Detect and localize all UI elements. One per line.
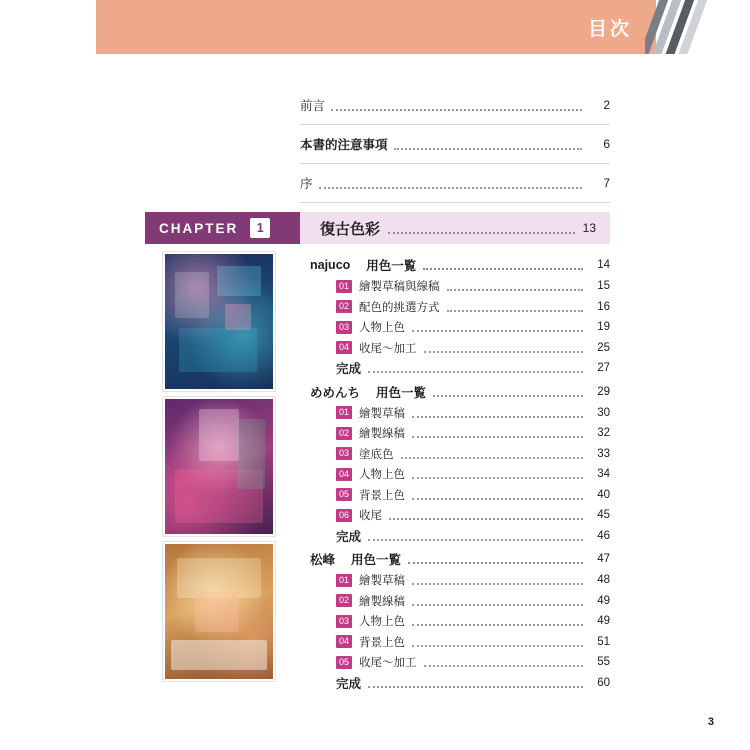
section-artist-name: めめんち: [310, 385, 361, 400]
toc-subitem-label: 收尾: [359, 510, 382, 523]
section-subtitle: 用色一覧: [376, 385, 427, 400]
toc-subitem-page: 32: [597, 427, 610, 440]
step-number-badge: 03: [336, 321, 352, 334]
step-number-badge: 01: [336, 574, 352, 587]
step-number-badge: 05: [336, 656, 352, 669]
step-number-badge: 02: [336, 300, 352, 313]
toc-subitem[interactable]: [310, 570, 610, 591]
toc-subitem-label: 塗底色: [359, 448, 394, 461]
leader-dots: [447, 302, 584, 312]
toc-subitem[interactable]: [310, 632, 610, 653]
toc-subitem[interactable]: [310, 591, 610, 612]
leader-dots: [331, 100, 582, 111]
chapter-number: 1: [250, 218, 270, 238]
toc-subitem[interactable]: [310, 444, 610, 465]
toc-subitem-page: 34: [597, 468, 610, 481]
toc-subitem-label: 繪製線稿: [359, 428, 405, 441]
step-number-badge: 01: [336, 280, 352, 293]
toc-final-label: 完成: [336, 362, 362, 377]
toc-subitem-page: 49: [597, 615, 610, 628]
toc-entry-label: 本書的注意事項: [300, 138, 388, 152]
toc-subitem-label: 配色的挑選方式: [359, 301, 440, 314]
toc-subitem[interactable]: [310, 423, 610, 444]
toc-subitem-label: 繪製草稿: [359, 407, 405, 420]
leader-dots: [412, 490, 583, 500]
toc-final-item[interactable]: [310, 526, 610, 547]
toc-subitem-page: 51: [597, 635, 610, 648]
toc-entry-page: 6: [603, 137, 610, 151]
leader-dots: [412, 616, 583, 626]
toc-subitem-label: 人物上色: [359, 469, 405, 482]
header-stripe-decoration: [645, 0, 707, 54]
illustration-thumbnail-column: [163, 252, 275, 687]
chapter-page: 13: [582, 221, 596, 235]
illustration-thumbnail-najuco: [163, 252, 275, 391]
toc-subitem-label: 收尾～加工: [359, 342, 417, 355]
chapter-contents-list: [310, 252, 610, 693]
toc-entry[interactable]: [300, 125, 610, 164]
toc-subitem-page: 16: [597, 300, 610, 313]
toc-entry-label: 前言: [300, 99, 326, 113]
toc-subitem-page: 55: [597, 656, 610, 669]
leader-dots: [412, 596, 583, 606]
leader-dots: [368, 678, 583, 688]
section-page: 14: [597, 259, 610, 271]
toc-subitem[interactable]: [310, 297, 610, 318]
toc-subitem[interactable]: [310, 505, 610, 526]
section-header-matsumine[interactable]: [310, 548, 610, 570]
toc-final-label: 完成: [336, 529, 362, 544]
toc-entry-page: 2: [603, 98, 610, 112]
leader-dots: [394, 139, 582, 150]
toc-subitem-label: 人物上色: [359, 616, 405, 629]
toc-entry[interactable]: [300, 86, 610, 125]
section-subtitle: 用色一覧: [366, 259, 417, 273]
header-band: [96, 0, 656, 54]
section-artist-name: 松峰: [310, 553, 336, 567]
toc-subitem[interactable]: [310, 485, 610, 506]
leader-dots: [447, 281, 584, 291]
toc-subitem-page: 40: [597, 488, 610, 501]
section-subtitle: 用色一覧: [351, 553, 402, 567]
toc-subitem-page: 45: [597, 509, 610, 522]
toc-subitem-label: 人物上色: [359, 322, 405, 335]
leader-dots: [433, 387, 583, 397]
toc-entry[interactable]: [300, 164, 610, 203]
toc-entry-label: 序: [300, 177, 313, 191]
toc-final-item[interactable]: [310, 673, 610, 694]
chapter-banner[interactable]: [145, 212, 610, 244]
toc-subitem[interactable]: [310, 338, 610, 359]
section-page: 47: [597, 553, 610, 565]
leader-dots: [368, 531, 583, 541]
step-number-badge: 01: [336, 406, 352, 419]
step-number-badge: 05: [336, 488, 352, 501]
toc-subitem[interactable]: [310, 652, 610, 673]
leader-dots: [412, 408, 583, 418]
toc-subitem-page: 15: [597, 280, 610, 293]
chapter-title: 復古色彩: [320, 220, 381, 238]
leader-dots: [412, 637, 583, 647]
leader-dots: [412, 322, 583, 332]
section-artist-name: najuco: [310, 258, 351, 272]
leader-dots: [388, 223, 575, 234]
footer-page-number: 3: [707, 716, 714, 728]
leader-dots: [412, 428, 583, 438]
chapter-word: CHAPTER: [159, 220, 239, 236]
toc-subitem-page: 19: [597, 321, 610, 334]
toc-subitem[interactable]: [310, 276, 610, 297]
leader-dots: [412, 469, 583, 479]
toc-subitem[interactable]: [310, 403, 610, 424]
section-header-najuco[interactable]: [310, 254, 610, 276]
leader-dots: [401, 449, 584, 459]
toc-subitem-label: 繪製線稿: [359, 595, 405, 608]
step-number-badge: 03: [336, 447, 352, 460]
toc-subitem-label: 繪製草稿: [359, 575, 405, 588]
leader-dots: [408, 554, 583, 564]
toc-final-item[interactable]: [310, 358, 610, 379]
toc-subitem-page: 30: [597, 406, 610, 419]
toc-subitem-page: 33: [597, 447, 610, 460]
section-page: 29: [597, 385, 610, 398]
step-number-badge: 04: [336, 468, 352, 481]
page-header: [0, 0, 750, 54]
leader-dots: [412, 575, 583, 585]
toc-subitem[interactable]: [310, 464, 610, 485]
section-header-memenchi[interactable]: [310, 381, 610, 403]
leader-dots: [389, 510, 583, 520]
toc-subitem-label: 背景上色: [359, 636, 405, 649]
toc-final-page: 46: [597, 529, 610, 542]
leader-dots: [423, 260, 583, 270]
page-title: 目次: [587, 19, 632, 40]
illustration-thumbnail-memenchi: [163, 397, 275, 536]
step-number-badge: 04: [336, 341, 352, 354]
illustration-thumbnail-matsumine: [163, 542, 275, 681]
toc-subitem[interactable]: [310, 611, 610, 632]
leader-dots: [368, 363, 583, 373]
leader-dots: [319, 178, 582, 189]
toc-subitem-label: 背景上色: [359, 489, 405, 502]
chapter-title-block: [300, 212, 610, 244]
toc-subitem[interactable]: [310, 317, 610, 338]
toc-final-page: 27: [597, 362, 610, 375]
toc-subitem-page: 49: [597, 594, 610, 607]
step-number-badge: 06: [336, 509, 352, 522]
toc-final-label: 完成: [336, 676, 362, 691]
step-number-badge: 02: [336, 427, 352, 440]
toc-final-page: 60: [597, 676, 610, 689]
front-matter-list: [300, 86, 610, 203]
toc-subitem-page: 48: [597, 574, 610, 587]
toc-entry-page: 7: [603, 176, 610, 190]
leader-dots: [424, 343, 584, 353]
step-number-badge: 02: [336, 594, 352, 607]
toc-subitem-label: 收尾～加工: [359, 657, 417, 670]
step-number-badge: 04: [336, 635, 352, 648]
leader-dots: [424, 657, 584, 667]
chapter-label-block: [145, 212, 300, 244]
toc-subitem-label: 繪製草稿與線稿: [359, 281, 440, 294]
toc-subitem-page: 25: [597, 341, 610, 354]
step-number-badge: 03: [336, 615, 352, 628]
